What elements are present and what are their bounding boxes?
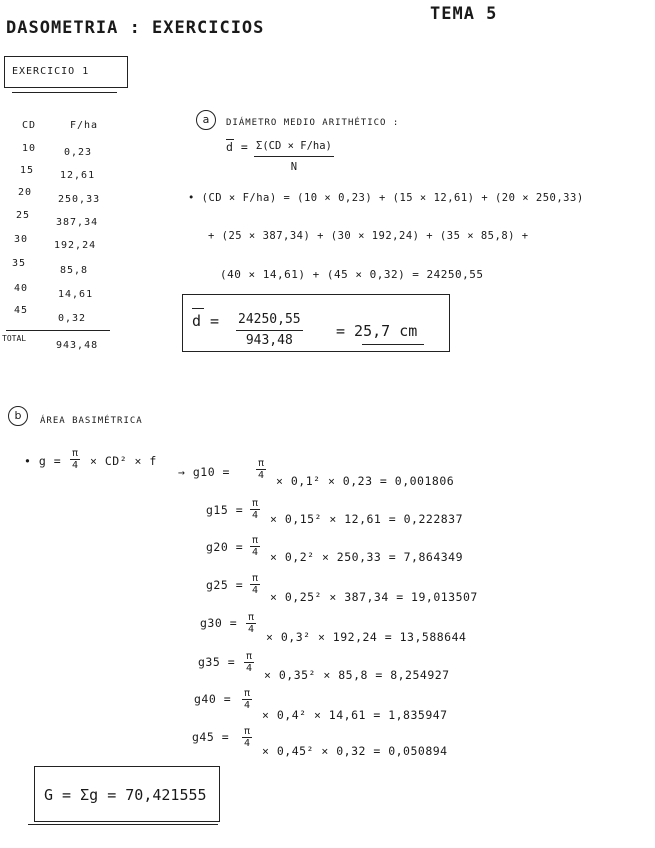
part-a-title: DIÁMETRO MEDIO ARITHÉTICO : [226, 118, 400, 128]
four-symbol: 4 [244, 738, 251, 749]
mean-bar [226, 139, 234, 140]
mean-result-underline [362, 344, 424, 345]
final-result: G = Σg = 70,421555 [44, 786, 207, 804]
mean-formula-numerator: Σ(CD × F/ha) [254, 136, 334, 157]
g-row-fraction [246, 612, 256, 635]
g-row-lhs: → g10 = [178, 465, 230, 479]
g-row-lhs: g35 = [198, 655, 236, 669]
table-f: 387,34 [56, 217, 99, 228]
theme-label: TEMA 5 [430, 4, 498, 24]
g-row-expr: × 0,4² × 14,61 = 1,835947 [262, 708, 448, 722]
table-f: 192,24 [54, 240, 97, 251]
table-cd: 25 [16, 210, 31, 221]
g-row-lhs: g20 = [206, 540, 244, 554]
mean-result-lhs: d = [192, 312, 220, 330]
table-f: 12,61 [60, 170, 96, 181]
g-row-expr: × 0,2² × 250,33 = 7,864349 [270, 550, 464, 564]
pi-symbol: π [244, 726, 251, 737]
four-symbol: 4 [258, 470, 265, 481]
final-result-underline [28, 824, 218, 825]
g-formula-fraction [70, 448, 80, 471]
table-cd: 10 [22, 143, 37, 154]
pi-symbol: π [248, 612, 255, 623]
pi-symbol: π [246, 651, 253, 662]
pi-symbol: π [258, 458, 265, 469]
g-row-fraction [242, 726, 252, 749]
g-formula-tail: × CD² × f [90, 454, 157, 468]
exercise-underline [12, 92, 117, 93]
four-symbol: 4 [248, 624, 255, 635]
g-row-fraction [256, 458, 266, 481]
col-header-fha: F/ha [70, 120, 99, 131]
table-cd: 30 [14, 234, 29, 245]
table-cd: 35 [12, 258, 27, 269]
g-formula-lhs: • g = [24, 454, 62, 468]
g-row-lhs: g30 = [200, 616, 238, 630]
part-b-title: ÁREA BASIMÉTRICA [40, 416, 143, 426]
table-total-value: 943,48 [56, 340, 99, 351]
g-row-expr: × 0,45² × 0,32 = 0,050894 [262, 744, 448, 758]
four-symbol: 4 [72, 460, 79, 471]
table-f: 14,61 [58, 289, 94, 300]
four-symbol: 4 [252, 547, 259, 558]
mean-result-fraction [236, 310, 303, 351]
g-row-fraction [244, 651, 254, 674]
mean-result-value: = 25,7 cm [336, 322, 418, 340]
g-row-expr: × 0,1² × 0,23 = 0,001806 [276, 474, 455, 488]
g-row-fraction [242, 688, 252, 711]
table-f: 0,32 [58, 313, 87, 324]
table-total-label: TOTAL [2, 334, 27, 343]
part-a-marker: a [196, 110, 216, 130]
pi-symbol: π [72, 448, 79, 459]
four-symbol: 4 [252, 585, 259, 596]
table-cd: 45 [14, 305, 29, 316]
table-cd: 20 [18, 187, 33, 198]
mean-formula-lhs: d = [226, 140, 249, 154]
table-f: 250,33 [58, 194, 101, 205]
mean-result-numerator: 24250,55 [236, 310, 303, 331]
g-row-fraction [250, 498, 260, 521]
pi-symbol: π [252, 535, 259, 546]
pi-symbol: π [244, 688, 251, 699]
g-row-lhs: g25 = [206, 578, 244, 592]
mean-formula-denominator: N [290, 161, 298, 173]
mean-formula-fraction [254, 136, 334, 177]
mean-result-bar [192, 308, 204, 309]
table-f: 0,23 [64, 147, 93, 158]
pi-symbol: π [252, 573, 259, 584]
four-symbol: 4 [246, 663, 253, 674]
page-title: DASOMETRIA : EXERCICIOS [6, 18, 265, 38]
g-row-lhs: g40 = [194, 692, 232, 706]
table-f: 85,8 [60, 265, 89, 276]
g-row-expr: × 0,3² × 192,24 = 13,588644 [266, 630, 467, 644]
col-header-cd: CD [22, 120, 37, 131]
g-row-expr: × 0,35² × 85,8 = 8,254927 [264, 668, 450, 682]
g-row-expr: × 0,15² × 12,61 = 0,222837 [270, 512, 464, 526]
four-symbol: 4 [252, 510, 259, 521]
g-row-fraction [250, 535, 260, 558]
pi-symbol: π [252, 498, 259, 509]
mean-result-denominator: 943,48 [245, 333, 293, 348]
table-total-rule [6, 330, 110, 331]
table-cd: 15 [20, 165, 35, 176]
g-row-fraction [250, 573, 260, 596]
part-b-marker: b [8, 406, 28, 426]
sum-line-1: • (CD × F/ha) = (10 × 0,23) + (15 × 12,61) + (20 × 250,33) [188, 192, 584, 204]
g-row-expr: × 0,25² × 387,34 = 19,013507 [270, 590, 478, 604]
sum-line-3: (40 × 14,61) + (45 × 0,32) = 24250,55 [220, 268, 484, 281]
g-row-lhs: g45 = [192, 730, 230, 744]
four-symbol: 4 [244, 700, 251, 711]
table-cd: 40 [14, 283, 29, 294]
exercise-label: EXERCICIO 1 [12, 66, 90, 77]
g-row-lhs: g15 = [206, 503, 244, 517]
sum-line-2: + (25 × 387,34) + (30 × 192,24) + (35 × 85,8) + [208, 230, 529, 242]
